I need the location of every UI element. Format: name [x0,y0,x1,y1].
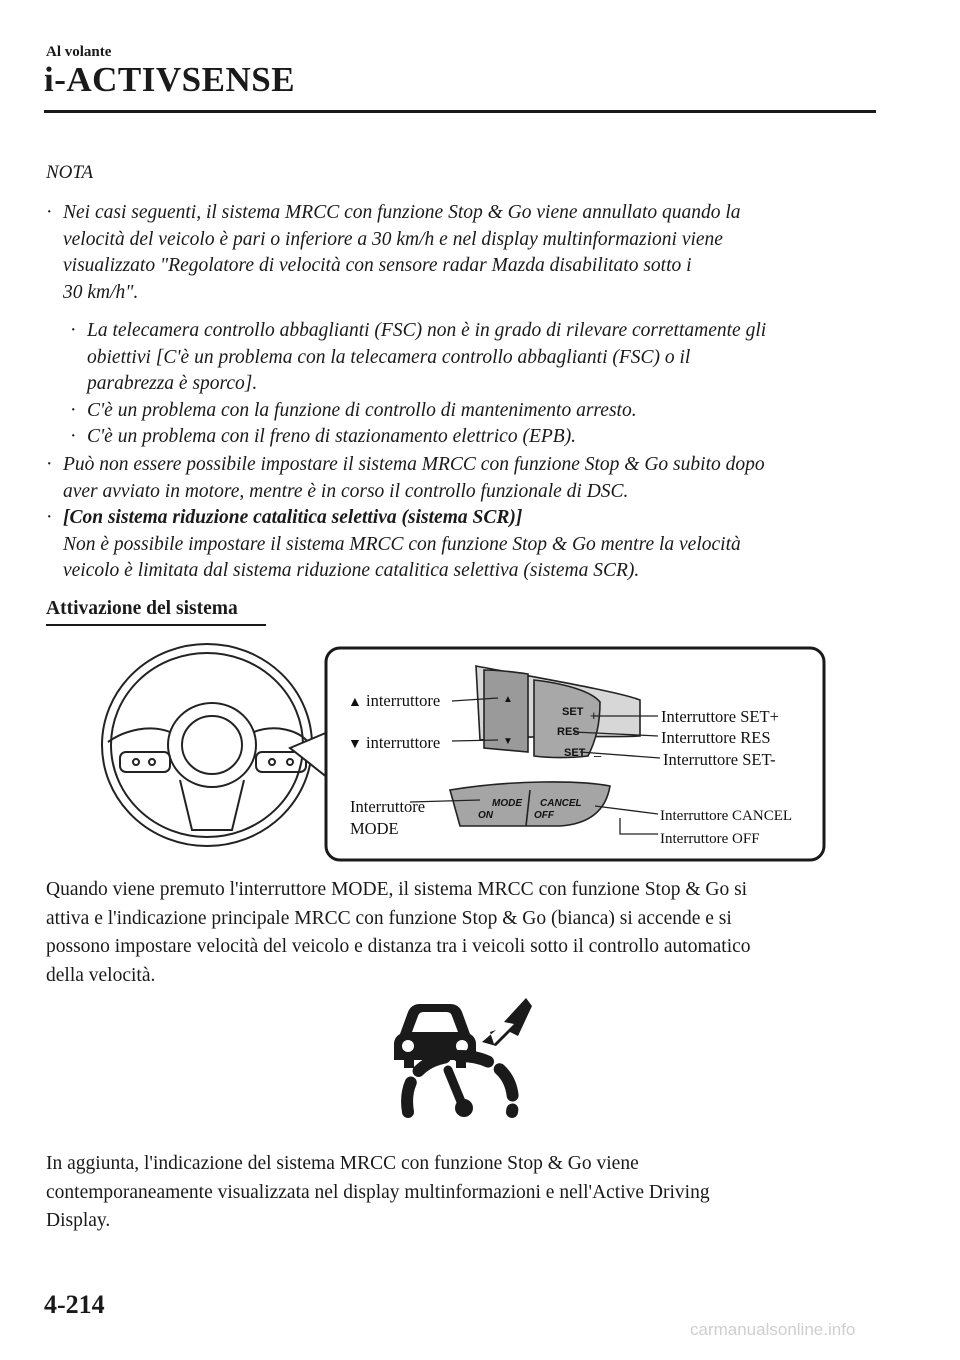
note-line: parabrezza è sporco]. [87,373,258,394]
label-res: Interruttore RES [661,728,771,747]
activation-heading: Attivazione del sistema [46,598,238,619]
note-subbullet-2 [70,398,876,425]
steering-wheel-icon [102,644,312,846]
label-mode-2: MODE [350,819,399,838]
note-line: Può non essere possibile impostare il sistema MRCC con funzione Stop & Go subito dopo [63,454,765,475]
arrow-down-icon: ▼ [503,736,513,747]
note-bold-heading: [Con sistema riduzione catalitica selettiva (sistema SCR)] [63,507,523,528]
note-line: La telecamera controllo abbaglianti (FSC) non è in grado di rilevare correttamente gli [87,320,767,341]
mrcc-indicator-icon [386,992,534,1120]
btn-off: OFF [534,810,554,821]
note-bullet-2 [46,452,876,505]
para-line: Quando viene premuto l'interruttore MODE, il sistema MRCC con funzione Stop & Go si [46,879,748,900]
note-line: veicolo è limitata dal sistema riduzione catalitica selettiva (sistema SCR). [63,560,640,581]
bullet-dot: · [70,320,77,341]
label-down-switch: interruttore [366,733,441,752]
note-line: Non è possibile impostare il sistema MRCC con funzione Stop & Go mentre la velocità [63,533,741,555]
btn-minus: – [594,748,602,763]
note-line: obiettivi [C'è un problema con la telecamera controllo abbaglianti (FSC) o il [87,346,691,368]
note-bullet-3 [46,505,876,585]
activation-paragraph-1 [46,876,876,990]
note-subbullet-1 [70,318,876,398]
note-heading: NOTA [46,162,94,183]
btn-set: SET [562,706,584,718]
bullet-dot: · [70,426,77,447]
para-line: contemporaneamente visualizzata nel display multinformazioni e nell'Active Driving [46,1181,710,1203]
bullet-dot: · [46,507,53,528]
note-line: aver avviato in motore, mentre è in corso il controllo funzionale di DSC. [63,480,629,502]
bullet-dot: · [70,400,77,421]
note-bullet-1 [46,200,876,306]
note-line: Nei casi seguenti, il sistema MRCC con funzione Stop & Go viene annullato quando la [63,202,741,223]
para-line: In aggiunta, l'indicazione del sistema MRCC con funzione Stop & Go viene [46,1153,639,1174]
section-label: Al volante [46,44,112,60]
label-mode-1: Interruttore [350,797,426,816]
arrow-up-icon: ▲ [348,695,362,710]
btn-cancel: CANCEL [540,798,582,809]
btn-on: ON [478,810,493,821]
page-number: 4-214 [44,1290,105,1319]
steering-wheel-diagram [80,640,830,868]
btn-res: RES [557,726,580,738]
note-line: 30 km/h". [63,281,139,303]
label-off: Interruttore OFF [660,831,760,847]
note-line: C'è un problema con il freno di stazionamento elettrico (EPB). [87,426,577,447]
note-line: visualizzato "Regolatore di velocità con sensore radar Mazda disabilitato sotto i [63,255,692,276]
para-line: attiva e l'indicazione principale MRCC con funzione Stop & Go (bianca) si accende e si [46,907,732,929]
label-cancel: Interruttore CANCEL [660,808,793,824]
label-set-minus: Interruttore SET- [663,750,776,769]
label-set-plus: Interruttore SET+ [661,707,779,726]
para-line: possono impostare velocità del veicolo e distanza tra i veicoli sotto il controllo automatico [46,936,751,957]
activation-heading-underline [46,624,266,626]
btn-plus: + [590,708,598,723]
watermark: carmanualsonline.info [690,1320,856,1339]
note-line: velocità del veicolo è pari o inferiore a 30 km/h e nel display multinformazioni viene [63,228,723,250]
btn-set-minus: SET [564,747,586,759]
arrow-up-icon: ▲ [503,694,513,705]
bullet-dot: · [46,202,53,223]
para-line: Display. [46,1210,111,1231]
page-title: i-ACTIVSENSE [44,60,296,99]
label-up-switch: interruttore [366,691,441,710]
header-rule [44,110,876,113]
btn-mode: MODE [492,798,522,809]
arrow-down-icon: ▼ [348,737,362,752]
note-line: C'è un problema con la funzione di controllo di mantenimento arresto. [87,400,637,421]
bullet-dot: · [46,454,53,475]
para-line: della velocità. [46,964,156,986]
activation-paragraph-2 [46,1150,876,1236]
note-subbullet-3 [70,424,876,451]
